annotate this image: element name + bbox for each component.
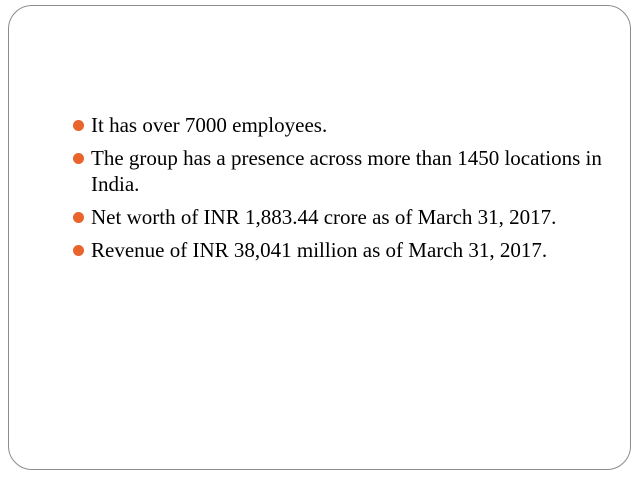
bullet-dot-icon: [73, 245, 84, 256]
bullet-text: Revenue of INR 38,041 million as of March 31, 2017.: [91, 238, 548, 262]
bullet-dot-icon: [73, 120, 84, 131]
bullet-text: Net worth of INR 1,883.44 crore as of March 31, 2017.: [91, 205, 557, 229]
bullet-list: [71, 112, 611, 270]
bullet-item: [71, 112, 611, 138]
bullet-dot-icon: [73, 212, 84, 223]
bullet-dot-icon: [73, 153, 84, 164]
bullet-item: [71, 237, 611, 263]
bullet-item: [71, 145, 611, 197]
bullet-item: [71, 204, 611, 230]
slide-frame: [8, 5, 631, 470]
bullet-text: The group has a presence across more than 1450 locations in India.: [91, 146, 602, 196]
bullet-text: It has over 7000 employees.: [91, 113, 328, 137]
